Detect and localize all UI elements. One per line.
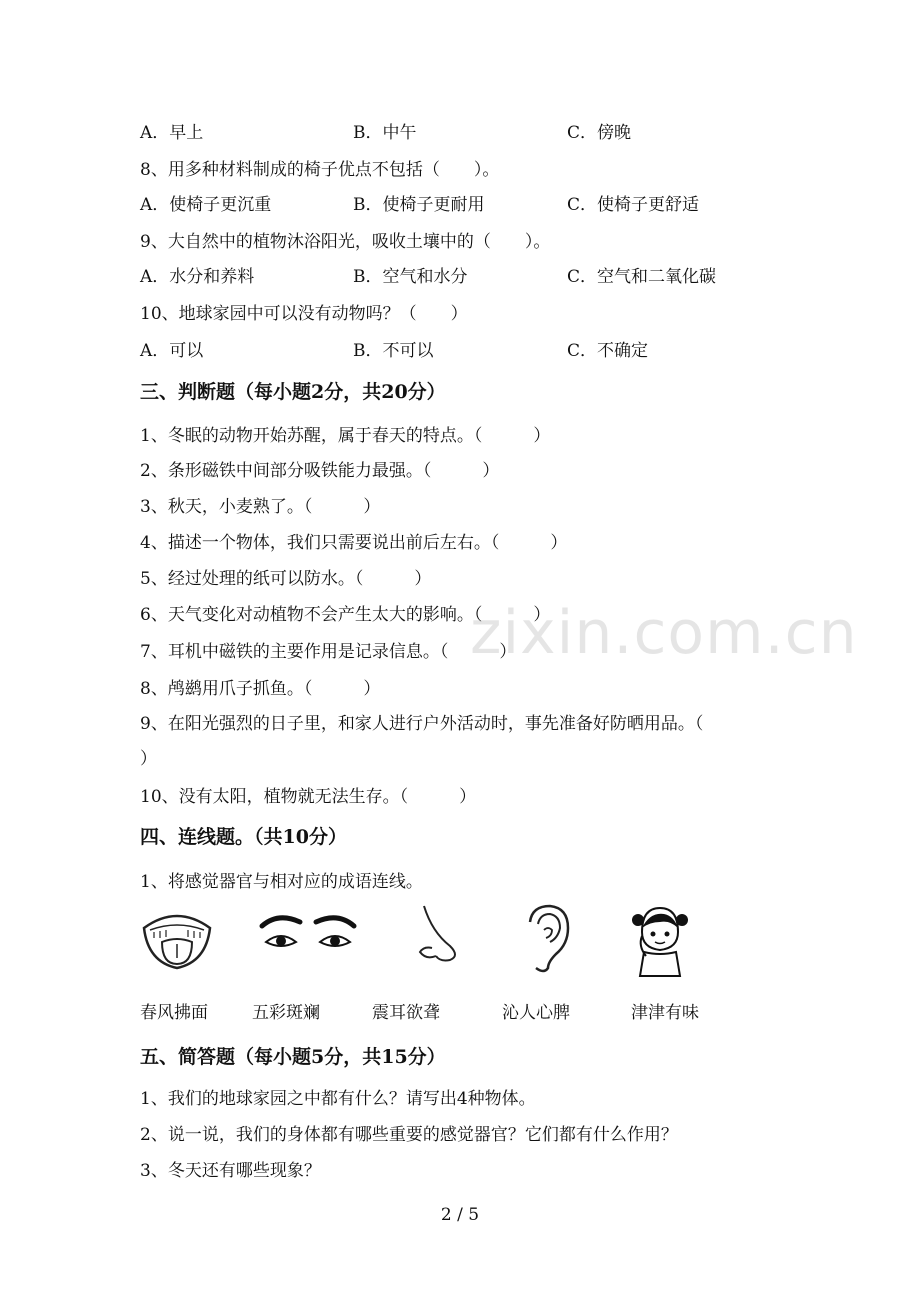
- judge-item: 8、鸬鹚用爪子抓鱼。（ ）: [140, 679, 381, 699]
- judge-item: 4、描述一个物体，我们只需要说出前后左右。（ ）: [140, 533, 568, 553]
- section5-title: 五、简答题（每小题5分，共15分）: [140, 1046, 446, 1068]
- q9-option-b: B．空气和水分: [353, 267, 468, 287]
- judge-item: 9、在阳光强烈的日子里，和家人进行户外活动时，事先准备好防晒用品。（: [140, 714, 704, 734]
- section4-title: 四、连线题。（共10分）: [140, 826, 347, 848]
- page-number: 2 / 5: [440, 1205, 480, 1225]
- idiom-label: 五彩斑斓: [252, 1003, 320, 1023]
- q9-text: 9、大自然中的植物沐浴阳光，吸收土壤中的（ ）。: [140, 232, 551, 252]
- q8-option-a: A．使椅子更沉重: [140, 195, 272, 215]
- eyes-icon: [258, 902, 358, 962]
- q10-option-b: B．不可以: [353, 341, 434, 361]
- judge-item: 6、天气变化对动植物不会产生太大的影响。（ ）: [140, 605, 551, 625]
- q9-option-a: A．水分和养料: [140, 267, 255, 287]
- q8-option-b: B．使椅子更耐用: [353, 195, 485, 215]
- section3-title: 三、判断题（每小题2分，共20分）: [140, 381, 446, 403]
- judge-item: 5、经过处理的纸可以防水。（ ）: [140, 569, 432, 589]
- idiom-label: 春风拂面: [140, 1003, 208, 1023]
- q9-option-c: C．空气和二氧化碳: [567, 267, 717, 287]
- q10-option-a: A．可以: [140, 341, 204, 361]
- judge-item-continuation: ）: [140, 749, 157, 769]
- judge-item: 10、没有太阳，植物就无法生存。（ ）: [140, 787, 477, 807]
- q7-option-c: C．傍晚: [567, 123, 632, 143]
- q8-text: 8、用多种材料制成的椅子优点不包括（ ）。: [140, 160, 500, 180]
- short-answer-item: 3、冬天还有哪些现象？: [140, 1161, 321, 1181]
- short-answer-item: 1、我们的地球家园之中都有什么？请写出4种物体。: [140, 1089, 536, 1109]
- mouth-icon: [140, 902, 214, 974]
- q7-option-a: A．早上: [140, 123, 204, 143]
- judge-item: 1、冬眠的动物开始苏醒，属于春天的特点。（ ）: [140, 426, 551, 446]
- nose-icon: [410, 902, 466, 966]
- idiom-label: 沁人心脾: [502, 1003, 570, 1023]
- idiom-label: 津津有味: [631, 1003, 699, 1023]
- ear-icon: [518, 902, 574, 974]
- q7-option-b: B．中午: [353, 123, 417, 143]
- judge-item: 3、秋天，小麦熟了。（ ）: [140, 497, 381, 517]
- judge-item: 7、耳机中磁铁的主要作用是记录信息。（ ）: [140, 642, 517, 662]
- q8-option-c: C．使椅子更舒适: [567, 195, 700, 215]
- q10-option-c: C．不确定: [567, 341, 649, 361]
- girl-icon: [630, 902, 690, 978]
- section4-question: 1、将感觉器官与相对应的成语连线。: [140, 872, 423, 892]
- idiom-label: 震耳欲聋: [372, 1003, 440, 1023]
- q10-text: 10、地球家园中可以没有动物吗？（ ）: [140, 304, 468, 324]
- watermark: zixin.com.cn: [470, 598, 858, 668]
- judge-item: 2、条形磁铁中间部分吸铁能力最强。（ ）: [140, 461, 500, 481]
- short-answer-item: 2、说一说，我们的身体都有哪些重要的感觉器官？它们都有什么作用？: [140, 1125, 678, 1145]
